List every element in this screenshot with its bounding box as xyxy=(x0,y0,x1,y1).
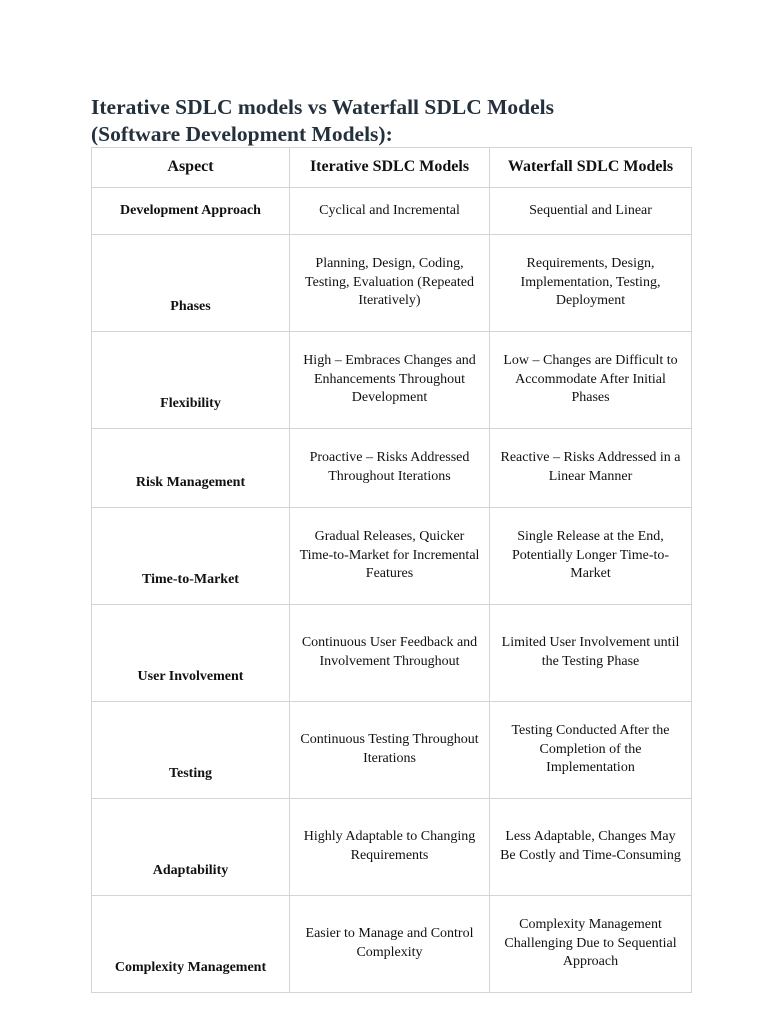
iterative-cell: Proactive – Risks Addressed Throughout Iterations xyxy=(290,429,490,508)
aspect-cell: Phases xyxy=(92,235,290,332)
waterfall-cell: Testing Conducted After the Completion of the Implementation xyxy=(490,702,692,799)
table-row xyxy=(92,896,692,993)
header-waterfall: Waterfall SDLC Models xyxy=(490,148,692,188)
iterative-cell: High – Embraces Changes and Enhancements Throughout Development xyxy=(290,332,490,429)
aspect-cell: Complexity Management xyxy=(92,896,290,993)
page-title-line-1: Iterative SDLC models vs Waterfall SDLC Models xyxy=(91,95,555,119)
waterfall-cell: Complexity Management Challenging Due to Sequential Approach xyxy=(490,896,692,993)
iterative-cell: Easier to Manage and Control Complexity xyxy=(290,896,490,993)
comparison-table xyxy=(91,147,692,993)
table-row xyxy=(92,188,692,235)
table-row xyxy=(92,799,692,896)
aspect-cell: Flexibility xyxy=(92,332,290,429)
table-row xyxy=(92,508,692,605)
iterative-cell: Planning, Design, Coding, Testing, Evaluation (Repeated Iteratively) xyxy=(290,235,490,332)
iterative-cell: Cyclical and Incremental xyxy=(290,188,490,235)
waterfall-cell: Reactive – Risks Addressed in a Linear Manner xyxy=(490,429,692,508)
waterfall-cell: Single Release at the End, Potentially Longer Time-to-Market xyxy=(490,508,692,605)
aspect-cell: Development Approach xyxy=(92,188,290,235)
aspect-cell: Adaptability xyxy=(92,799,290,896)
header-aspect: Aspect xyxy=(92,148,290,188)
header-iterative: Iterative SDLC Models xyxy=(290,148,490,188)
table-row xyxy=(92,605,692,702)
waterfall-cell: Less Adaptable, Changes May Be Costly and Time-Consuming xyxy=(490,799,692,896)
aspect-cell: Risk Management xyxy=(92,429,290,508)
waterfall-cell: Low – Changes are Difficult to Accommodate After Initial Phases xyxy=(490,332,692,429)
table-row xyxy=(92,429,692,508)
iterative-cell: Gradual Releases, Quicker Time-to-Market for Incremental Features xyxy=(290,508,490,605)
page-title xyxy=(91,94,711,148)
table-body xyxy=(92,188,692,993)
waterfall-cell: Sequential and Linear xyxy=(490,188,692,235)
iterative-cell: Continuous Testing Throughout Iterations xyxy=(290,702,490,799)
table-row xyxy=(92,702,692,799)
waterfall-cell: Limited User Involvement until the Testing Phase xyxy=(490,605,692,702)
table-row xyxy=(92,332,692,429)
table-header xyxy=(92,148,692,188)
waterfall-cell: Requirements, Design, Implementation, Testing, Deployment xyxy=(490,235,692,332)
iterative-cell: Continuous User Feedback and Involvement Throughout xyxy=(290,605,490,702)
aspect-cell: Time-to-Market xyxy=(92,508,290,605)
table-header-row xyxy=(92,148,692,188)
iterative-cell: Highly Adaptable to Changing Requirements xyxy=(290,799,490,896)
table-row xyxy=(92,235,692,332)
page-title-line-2: (Software Development Models): xyxy=(91,122,393,146)
aspect-cell: User Involvement xyxy=(92,605,290,702)
aspect-cell: Testing xyxy=(92,702,290,799)
